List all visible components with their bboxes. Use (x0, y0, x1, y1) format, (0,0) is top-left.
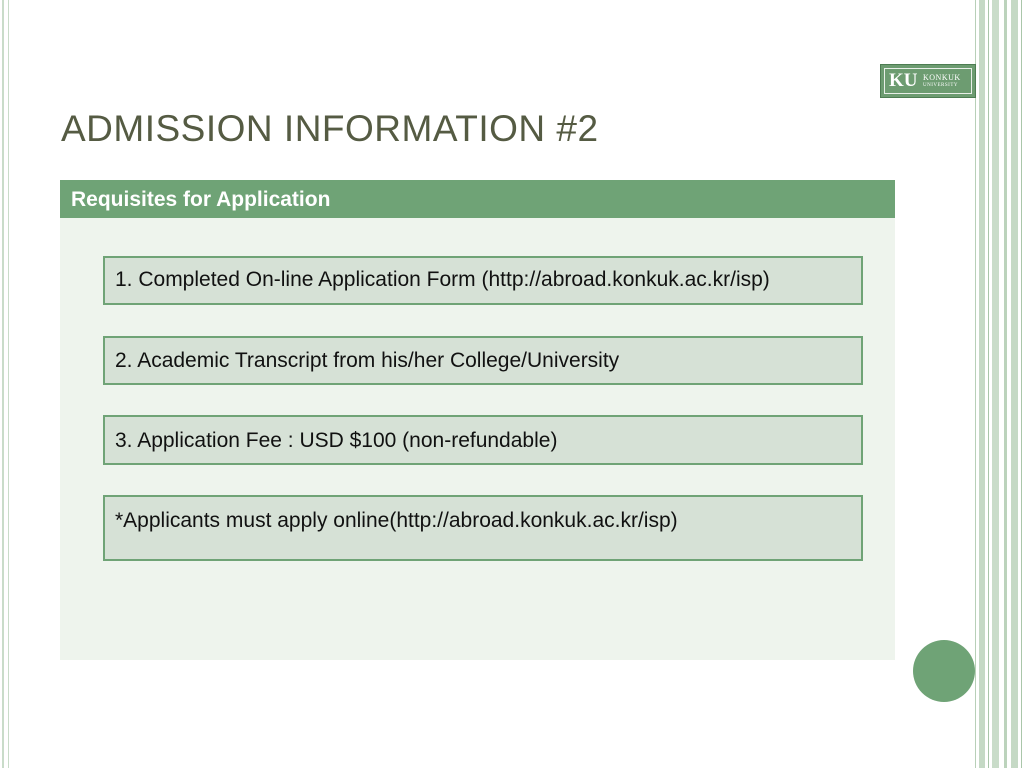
logo-name-line1: KONKUK (923, 73, 961, 82)
logo-name-line2: UNIVERSITY (923, 83, 958, 88)
requirement-note-online: *Applicants must apply online(http://abroad.konkuk.ac.kr/isp) (103, 495, 863, 561)
decorative-circle (913, 640, 975, 702)
requirement-item-transcript: 2. Academic Transcript from his/her College/University (103, 336, 863, 385)
panel-header: Requisites for Application (60, 180, 895, 218)
requisites-panel (60, 180, 895, 660)
konkuk-university-logo (880, 64, 976, 98)
slide-title: ADMISSION INFORMATION #2 (61, 108, 599, 149)
left-border-line (2, 0, 4, 768)
requirement-item-online-form: 1. Completed On-line Application Form (http://abroad.konkuk.ac.kr/isp) (103, 256, 863, 305)
requirement-item-fee: 3. Application Fee : USD $100 (non-refundable) (103, 415, 863, 465)
left-border-line-thin (8, 0, 9, 768)
logo-abbreviation: KU (889, 70, 918, 91)
